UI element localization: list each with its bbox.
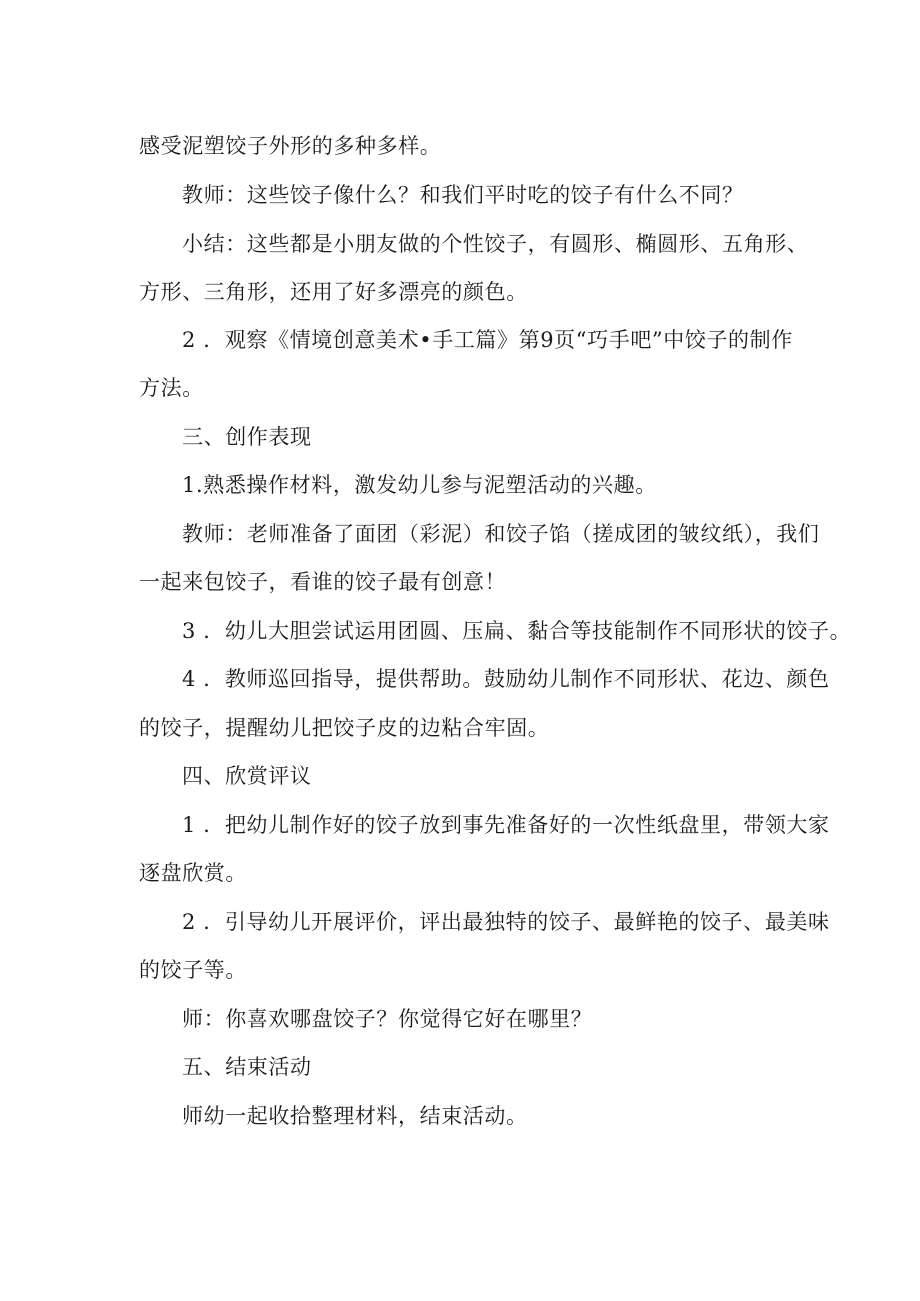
paragraph-line: 感受泥塑饺子外形的多种多样。 bbox=[139, 134, 442, 158]
paragraph-line: 小结：这些都是小朋友做的个性饺子，有圆形、椭圆形、五角形、 bbox=[182, 232, 809, 256]
paragraph-line: 逐盘欣赏。 bbox=[139, 861, 247, 885]
paragraph-line: 1.熟悉操作材料，激发幼儿参与泥塑活动的兴趣。 bbox=[182, 473, 657, 497]
paragraph-line: 一起来包饺子，看谁的饺子最有创意！ bbox=[139, 570, 507, 594]
paragraph-line: 师幼一起收拾整理材料，结束活动。 bbox=[182, 1104, 528, 1128]
paragraph-line: 1 ．把幼儿制作好的饺子放到事先准备好的一次性纸盘里，带领大家 bbox=[182, 813, 830, 837]
paragraph-line: 4 ．教师巡回指导，提供帮助。鼓励幼儿制作不同形状、花边、颜色 bbox=[182, 667, 830, 691]
section-heading: 四、欣赏评议 bbox=[182, 764, 312, 788]
paragraph-line: 方形、三角形，还用了好多漂亮的颜色。 bbox=[139, 280, 528, 304]
paragraph-line: 教师：老师准备了面团（彩泥）和饺子馅（搓成团的皱纹纸），我们 bbox=[182, 522, 820, 546]
section-heading: 三、创作表现 bbox=[182, 425, 312, 449]
paragraph-line: 教师：这些饺子像什么？和我们平时吃的饺子有什么不同？ bbox=[182, 183, 744, 207]
paragraph-line: 方法。 bbox=[139, 376, 204, 400]
paragraph-line: 2 ．引导幼儿开展评价，评出最独特的饺子、最鲜艳的饺子、最美味 bbox=[182, 910, 830, 934]
section-heading: 五、结束活动 bbox=[182, 1055, 312, 1079]
paragraph-line: 师：你喜欢哪盘饺子？你觉得它好在哪里？ bbox=[182, 1007, 593, 1031]
paragraph-line: 3 ．幼儿大胆尝试运用团圆、压扁、黏合等技能制作不同形状的饺子。 bbox=[182, 619, 852, 643]
paragraph-line: 的饺子，提醒幼儿把饺子皮的边粘合牢固。 bbox=[139, 716, 550, 740]
paragraph-line: 的饺子等。 bbox=[139, 958, 247, 982]
paragraph-line: 2 ．观察《情境创意美术•手工篇》第9页“巧手吧”中饺子的制作 bbox=[182, 328, 793, 352]
